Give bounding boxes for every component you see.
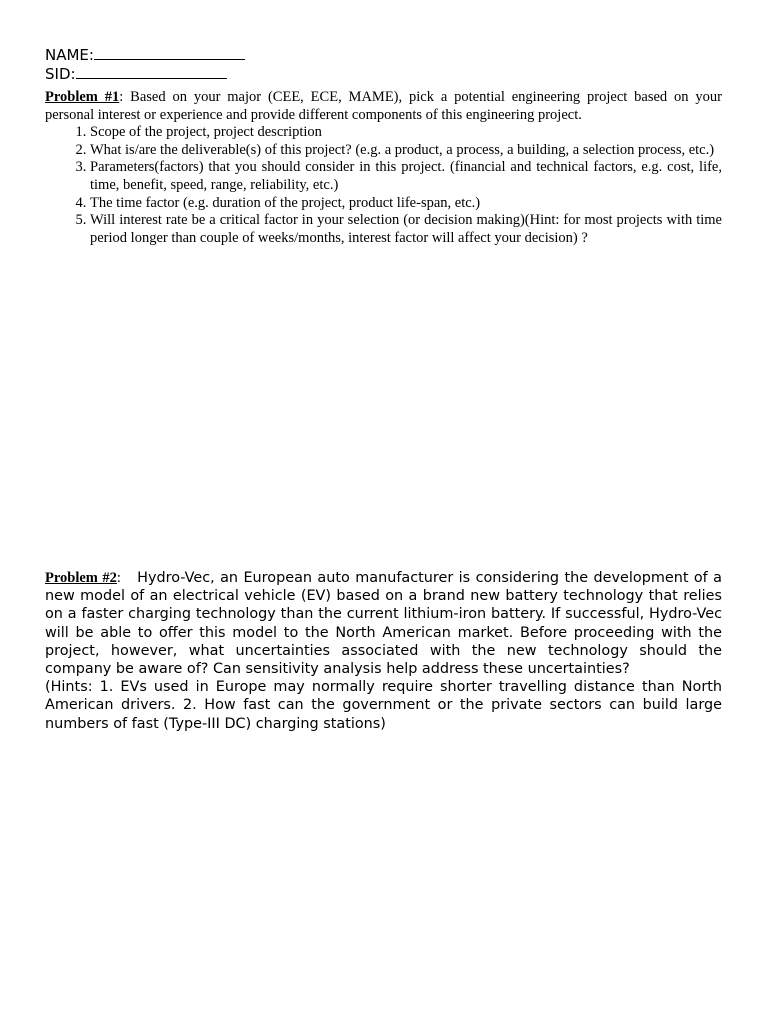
problem-2-label: Problem #2	[45, 570, 117, 586]
problem-1	[45, 89, 722, 247]
problem-1-intro-text: : Based on your major (CEE, ECE, MAME), pick a potential engineering project based on your personal interest or experience and provide different components of this engineering project.	[45, 89, 722, 123]
list-item: 4. The time factor (e.g. duration of the project, product life-span, etc.)	[90, 195, 722, 213]
list-item: 1. Scope of the project, project description	[90, 124, 722, 142]
name-line	[45, 45, 245, 64]
problem-2-colon: :	[116, 570, 121, 586]
list-item: 2. What is/are the deliverable(s) of this project? (e.g. a product, a process, a building, a selection process, etc.)	[90, 142, 722, 160]
problem-1-label: Problem #1	[45, 89, 120, 105]
name-blank	[94, 45, 245, 60]
name-label: NAME:	[45, 46, 94, 64]
problem-2	[45, 569, 722, 733]
sid-line	[45, 64, 245, 83]
problem-2-text: Hydro-Vec, an European auto manufacturer is considering the development of a new model of an electrical vehicle (EV) based on a brand new battery technology that relies on a faster charging technology than the current lithium-iron battery. If successful, Hydro-Vec will be able to offer this model to the North American market. Before proceeding with the project, however, what uncertainties associated with the new technology should the company be aware of? Can sensitivity analysis help address these uncertainties?	[45, 570, 722, 678]
list-item: 3. Parameters(factors) that you should consider in this project. (financial and technical factors, e.g. cost, life, time, benefit, speed, range, reliability, etc.)	[90, 159, 722, 194]
problem-1-list	[45, 124, 722, 247]
sid-blank	[76, 64, 227, 79]
student-header	[45, 45, 245, 83]
problem-2-hints: (Hints: 1. EVs used in Europe may normally require shorter travelling distance than North American drivers. 2. How fast can the government or the private sectors can build large numbers of fast (Type-III DC) charging stations)	[45, 679, 722, 732]
list-item: 5. Will interest rate be a critical factor in your selection (or decision making)(Hint: for most projects with time period longer than couple of weeks/months, interest factor will affect your decision) ?	[90, 212, 722, 247]
problem-1-intro	[45, 89, 722, 124]
problem-2-body	[45, 569, 722, 678]
sid-label: SID:	[45, 65, 76, 83]
